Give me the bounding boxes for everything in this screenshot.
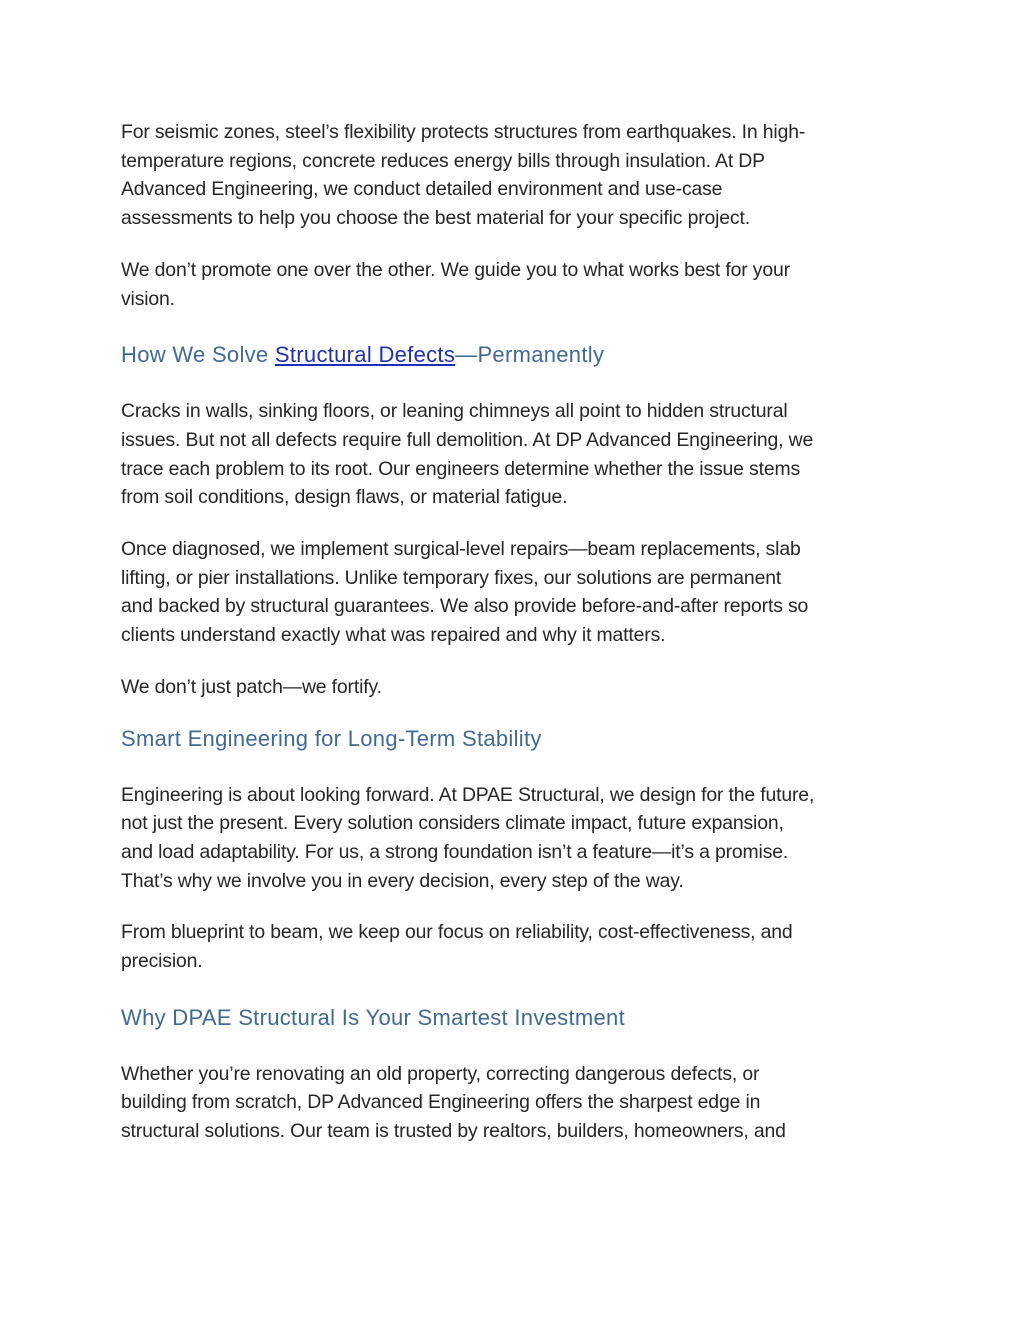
- text-line: lifting, or pier installations. Unlike temporary fixes, our solutions are permanent: [121, 566, 782, 589]
- text-line: Advanced Engineering, we conduct detailed environment and use-case: [121, 178, 723, 201]
- text-line: structural solutions. Our team is trusted by realtors, builders, homeowners, and: [121, 1120, 786, 1143]
- text-line: For seismic zones, steel’s flexibility protects structures from earthquakes. In high-: [121, 121, 806, 143]
- text-line: precision.: [121, 950, 203, 973]
- text-line: building from scratch, DP Advanced Engineering offers the sharpest edge in: [121, 1091, 761, 1114]
- section-heading-structural-defects: [121, 340, 901, 370]
- text-line: and backed by structural guarantees. We also provide before-and-after reports so: [121, 595, 809, 618]
- section-heading-smartest-investment: Why DPAE Structural Is Your Smartest Investment: [121, 1004, 625, 1030]
- text-line: Cracks in walls, sinking floors, or leaning chimneys all point to hidden structural: [121, 400, 788, 423]
- structural-defects-link[interactable]: Structural Defects: [274, 342, 456, 368]
- text-line: From blueprint to beam, we keep our focus on reliability, cost-effectiveness, and: [121, 921, 793, 944]
- text-line: Whether you’re renovating an old property, correcting dangerous defects, or: [121, 1062, 760, 1085]
- section1-paragraph-2: [121, 535, 901, 650]
- text-line: temperature regions, concrete reduces energy bills through insulation. At DP: [121, 149, 765, 172]
- heading-prefix: How We Solve: [121, 342, 275, 368]
- section1-paragraph-3: [121, 673, 901, 702]
- document-page: [121, 118, 901, 1146]
- text-line: Once diagnosed, we implement surgical-level repairs—beam replacements, slab: [121, 538, 801, 561]
- text-line: That’s why we involve you in every decision, every step of the way.: [121, 869, 684, 892]
- text-line: assessments to help you choose the best material for your specific project.: [121, 207, 750, 230]
- text-line: trace each problem to its root. Our engineers determine whether the issue stems: [121, 457, 801, 480]
- text-line: not just the present. Every solution considers climate impact, future expansion,: [121, 812, 784, 835]
- text-line: issues. But not all defects require full demolition. At DP Advanced Engineering, we: [121, 428, 814, 451]
- text-line: and load adaptability. For us, a strong foundation isn’t a feature—it’s a promise.: [121, 840, 789, 863]
- text-line: vision.: [121, 287, 175, 310]
- section-heading-smart-engineering: Smart Engineering for Long-Term Stability: [121, 725, 542, 751]
- text-line: We don’t just patch—we fortify.: [121, 675, 382, 698]
- text-line: We don’t promote one over the other. We guide you to what works best for your: [121, 258, 790, 281]
- text-line: from soil conditions, design flaws, or material fatigue.: [121, 486, 568, 509]
- section2-paragraph-2: [121, 918, 901, 975]
- heading-suffix: —Permanently: [455, 342, 605, 368]
- intro-paragraph-1: [121, 118, 901, 233]
- section2-paragraph-1: [121, 781, 901, 896]
- text-line: Engineering is about looking forward. At DPAE Structural, we design for the future,: [121, 783, 815, 806]
- section1-paragraph-1: [121, 397, 901, 512]
- section3-paragraph-1: [121, 1060, 901, 1146]
- intro-paragraph-2: [121, 256, 901, 313]
- text-line: clients understand exactly what was repaired and why it matters.: [121, 624, 666, 647]
